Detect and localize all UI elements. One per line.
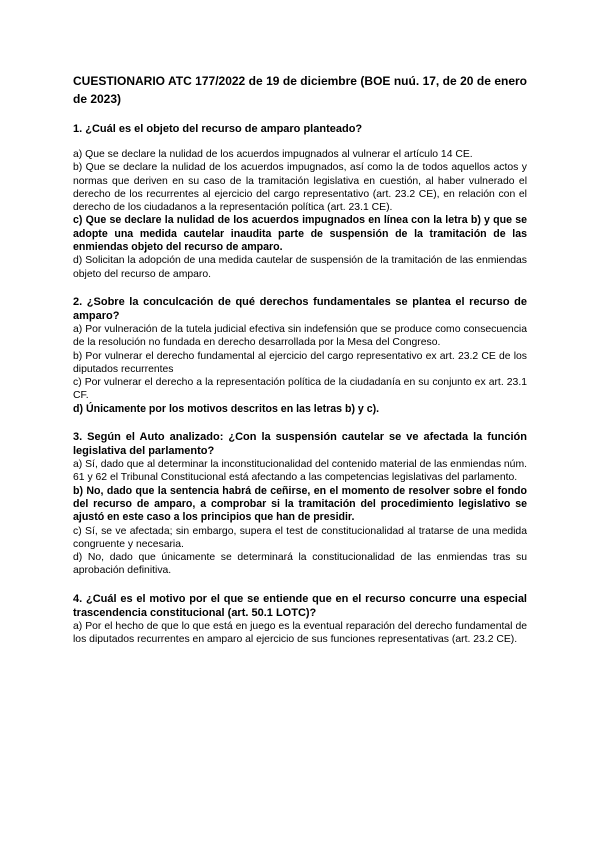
document-content xyxy=(73,72,527,660)
question-block-2 xyxy=(73,295,527,416)
question-heading: 4. ¿Cuál es el motivo por el que se entiende que en el recurso concurre una especial trascendencia constitucional (art. 50.1 LOTC)? xyxy=(73,592,527,619)
option-d: d) No, dado que únicamente se determinará la constitucionalidad de las enmiendas tras su aprobación definitiva. xyxy=(73,552,527,577)
option-c: c) Sí, se ve afectada; sin embargo, supera el test de constitucionalidad al tratarse de una medida congruente y necesaria. xyxy=(73,525,527,550)
question-block-3 xyxy=(73,430,527,578)
question-heading: 1. ¿Cuál es el objeto del recurso de amparo planteado? xyxy=(73,123,363,135)
question-block-4 xyxy=(73,592,527,647)
question-heading: 3. Según el Auto analizado: ¿Con la suspensión cautelar se ve afectada la función legislativa del parlamento? xyxy=(73,431,527,458)
option-d-correct: d) Únicamente por los motivos descritos en las letras b) y c). xyxy=(73,402,380,415)
option-c-correct: c) Que se declare la nulidad de los acuerdos impugnados en línea con la letra b) y que se adopte una medida cautelar inaudita parte de suspensión de la tramitación de las enmiendas objeto del recurso de amparo. xyxy=(73,214,527,254)
question-block-1 xyxy=(73,122,527,281)
option-b: b) Por vulnerar el derecho fundamental al ejercicio del cargo representativo ex art. 23.2 CE de los diputados recurrentes xyxy=(73,350,527,375)
option-a: a) Por vulneración de la tutela judicial efectiva sin indefensión que se produce como consecuencia de la resolución no fundada en derecho desarrollada por la Mesa del Congreso. xyxy=(73,323,527,349)
question-heading: 2. ¿Sobre la conculcación de qué derechos fundamentales se plantea el recurso de amparo? xyxy=(73,295,527,322)
option-c: c) Por vulnerar el derecho a la representación política de la ciudadanía en su conjunto ex art. 23.1 CF. xyxy=(73,377,527,402)
option-b-correct: b) No, dado que la sentencia habrá de ceñirse, en el momento de resolver sobre el fondo del recurso de amparo, a comprobar si la tramitación del procedimiento legislativo se ajustó en este caso a los principios que han de presidir. xyxy=(73,484,527,524)
option-a: a) Por el hecho de que lo que está en juego es la eventual reparación del derecho fundamental de los diputados recurrentes en amparo al ejercicio de sus funciones representativas (art. 23.2 CE). xyxy=(73,620,527,646)
option-a: a) Sí, dado que al determinar la inconstitucionalidad del contenido material de las enmiendas núm. 61 y 62 el Tribunal Constitucional está afectando a las competencias legislativas del parlamento. xyxy=(73,459,527,484)
option-d: d) Solicitan la adopción de una medida cautelar de suspensión de la tramitación de las enmiendas objeto del recurso de amparo. xyxy=(73,255,527,280)
option-a: a) Que se declare la nulidad de los acuerdos impugnados al vulnerar el artículo 14 CE. xyxy=(73,149,473,160)
option-b: b) Que se declare la nulidad de los acuerdos impugnados, así como la de todos aquellos actos y normas que deriven en su caso de la tramitación legislativa en cuestión, al haber vulnerado el derecho de los recurrentes al ejercicio del cargo representativo (art. 23.2 CE), en relación con el derecho de los ciudadanos a la representación política (art. 23.1 CE). xyxy=(73,162,527,214)
document-title: CUESTIONARIO ATC 177/2022 de 19 de diciembre (BOE nuú. 17, de 20 de enero de 2023) xyxy=(73,74,527,106)
